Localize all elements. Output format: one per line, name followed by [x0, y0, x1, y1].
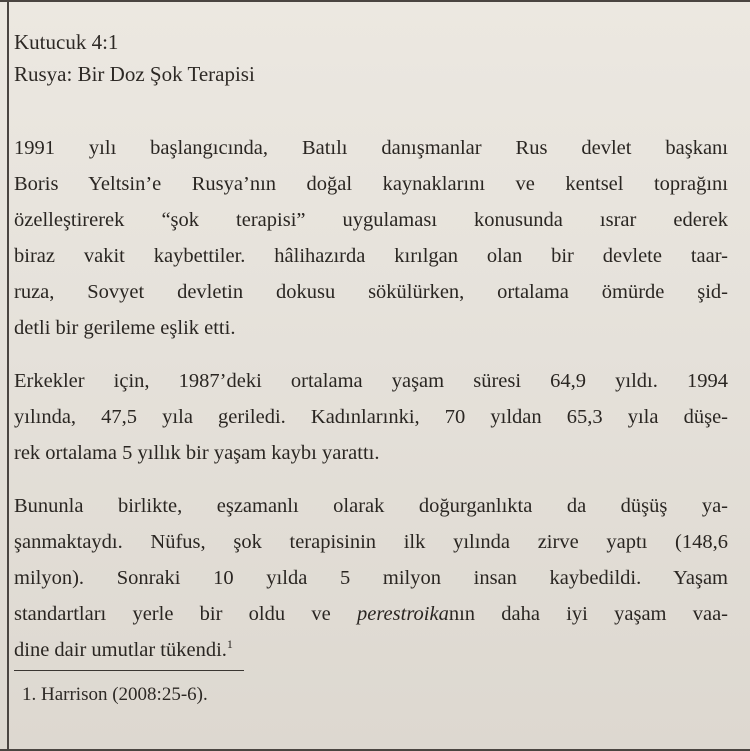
paragraph-3	[14, 488, 728, 668]
footnote-reference: 1	[226, 637, 233, 652]
text-line: yılında, 47,5 yıla geriledi. Kadınlarınki, 70 yıldan 65,3 yıla düşe-	[14, 406, 728, 428]
text-line: ruza, Sovyet devletin dokusu sökülürken, ortalama ömürde şid-	[14, 281, 728, 303]
text-line: 1991 yılı başlangıcında, Batılı danışmanlar Rus devlet başkanı	[14, 137, 728, 159]
text-line: biraz vakit kaybettiler. hâlihazırda kırılgan olan bir devlete taar-	[14, 245, 728, 267]
text-segment: standartları yerle bir oldu ve	[14, 603, 357, 625]
text-line: şanmaktaydı. Nüfus, şok terapisinin ilk yılında zirve yaptı (148,6	[14, 531, 728, 553]
paragraph-1	[14, 130, 728, 346]
box-body	[14, 130, 728, 685]
box-label: Kutucuk 4:1	[14, 30, 119, 54]
footnote-divider	[14, 670, 244, 671]
box-title: Rusya: Bir Doz Şok Terapisi	[14, 62, 255, 86]
paragraph-2	[14, 363, 728, 471]
text-line: milyon). Sonraki 10 yılda 5 milyon insan kaybedildi. Yaşam	[14, 567, 728, 589]
text-line: rek ortalama 5 yıllık bir yaşam kaybı yarattı.	[14, 442, 380, 464]
text-line: Bununla birlikte, eşzamanlı olarak doğurganlıkta da düşüş ya-	[14, 495, 728, 517]
text-line: Erkekler için, 1987’deki ortalama yaşam süresi 64,9 yıldı. 1994	[14, 370, 728, 392]
italic-term: perestroika	[356, 603, 449, 625]
text-segment: dine dair umutlar tükendi.	[14, 639, 227, 661]
text-line-last	[14, 632, 728, 668]
text-line-with-italic	[14, 596, 728, 632]
text-line: detli bir gerileme eşlik etti.	[14, 317, 236, 339]
text-line: Boris Yeltsin’e Rusya’nın doğal kaynaklarını ve kentsel toprağını	[14, 173, 728, 195]
box-header	[14, 26, 734, 90]
text-segment: nın daha iyi yaşam vaa-	[448, 603, 729, 625]
text-line: özelleştirerek “şok terapisi” uygulaması konusunda ısrar ederek	[14, 209, 728, 231]
footnote: 1. Harrison (2008:25-6).	[22, 684, 208, 705]
